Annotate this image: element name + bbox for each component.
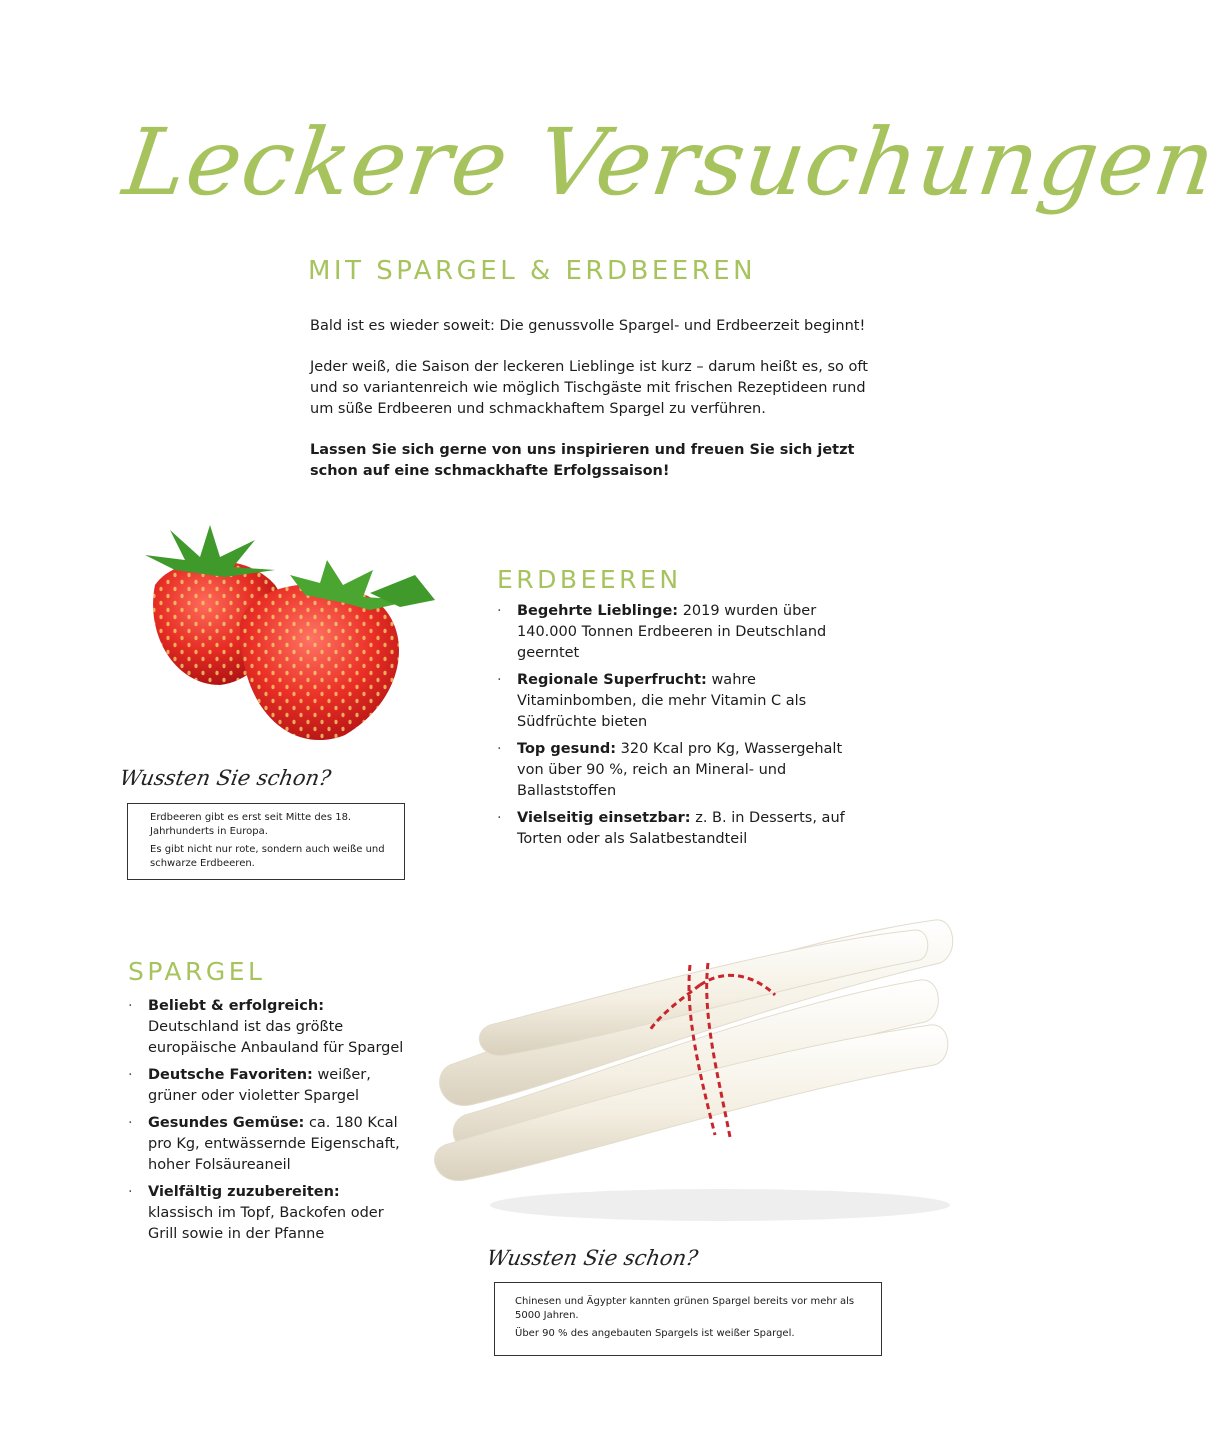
list-item (128, 1065, 408, 1107)
asparagus-fact-list (128, 996, 408, 1251)
strawberry-did-you-know-title: Wussten Sie schon? (117, 766, 333, 790)
list-item (497, 739, 872, 802)
list-item (128, 1113, 408, 1176)
item-label: Gesundes Gemüse: (148, 1115, 305, 1131)
strawberry-fact-1: Erdbeeren gibt es erst seit Mitte des 18. Jahrhunderts in Europa. (150, 812, 352, 837)
item-label: Deutsche Favoriten: (148, 1067, 313, 1083)
item-text: weißer, grüner oder violetter Spargel (148, 1067, 371, 1104)
bullet: · (128, 1115, 133, 1131)
item-label: Top gesund: (517, 741, 617, 757)
item-text: wahre Vitaminbomben, die mehr Vitamin C als Südfrüchte bieten (517, 672, 807, 730)
asparagus-info-box (494, 1282, 882, 1356)
item-text: z. B. in Desserts, auf Torten oder als Salatbestandteil (517, 810, 845, 847)
item-label: Vielseitig einsetzbar: (517, 810, 691, 826)
item-text: klassisch im Topf, Backofen oder Grill sowie in der Pfanne (148, 1205, 384, 1242)
bullet: · (497, 603, 502, 619)
asparagus-fact-2: Über 90 % des angebauten Spargels ist weißer Spargel. (515, 1328, 795, 1339)
item-text: 2019 wurden über 140.000 Tonnen Erdbeeren in Deutschland geerntet (517, 603, 827, 661)
strawberry-info-box (127, 803, 405, 880)
intro-paragraph-2: Jeder weiß, die Saison der leckeren Lieblinge ist kurz – darum heißt es, so oft und so variantenreich wie möglich Tischgäste mit frischen Rezeptideen rund um süße Erdbeeren und schmackhaftem Spargel zu verführen. (310, 359, 868, 417)
intro-paragraph-1: Bald ist es wieder soweit: Die genussvolle Spargel- und Erdbeerzeit beginnt! (310, 318, 866, 334)
bullet: · (497, 672, 502, 688)
item-text: 320 Kcal pro Kg, Wassergehalt von über 90 %, reich an Mineral- und Ballaststoffen (517, 741, 843, 799)
bullet: · (128, 1184, 133, 1200)
asparagus-spears (435, 920, 953, 1181)
item-label: Begehrte Lieblinge: (517, 603, 679, 619)
list-item (128, 1182, 408, 1245)
strawberries-fact-list (497, 601, 872, 856)
bullet: · (497, 810, 502, 826)
bullet: · (128, 998, 133, 1014)
list-item (128, 996, 408, 1059)
item-label: Regionale Superfrucht: (517, 672, 707, 688)
item-label: Beliebt & erfolgreich: (148, 998, 324, 1014)
page-subtitle: MIT SPARGEL & ERDBEEREN (308, 256, 757, 286)
bullet: · (128, 1067, 133, 1083)
item-label: Vielfältig zuzubereiten: (148, 1184, 340, 1200)
page-title: Leckere Versuchungen (117, 109, 1223, 216)
asparagus-did-you-know-title: Wussten Sie schon? (484, 1246, 700, 1270)
intro-paragraph-3: Lassen Sie sich gerne von uns inspirieren und freuen Sie sich jetzt schon auf eine schmackhafte Erfolgssaison! (310, 442, 855, 479)
asparagus-fact-1: Chinesen und Ägypter kannten grünen Spargel bereits vor mehr als 5000 Jahren. (515, 1296, 855, 1321)
item-text: ca. 180 Kcal pro Kg, entwässernde Eigenschaft, hoher Folsäureaneil (148, 1115, 400, 1173)
asparagus-heading: SPARGEL (128, 957, 266, 986)
strawberries-heading: ERDBEEREN (497, 565, 682, 594)
list-item (497, 670, 872, 733)
intro-text (310, 316, 880, 502)
list-item (497, 808, 872, 850)
asparagus-image (430, 905, 970, 1235)
bullet: · (497, 741, 502, 757)
list-item (497, 601, 872, 664)
strawberry-fact-2: Es gibt nicht nur rote, sondern auch weiße und schwarze Erdbeeren. (150, 844, 385, 869)
item-text: Deutschland ist das größte europäische Anbauland für Spargel (148, 1019, 404, 1056)
strawberries-image (115, 515, 455, 755)
